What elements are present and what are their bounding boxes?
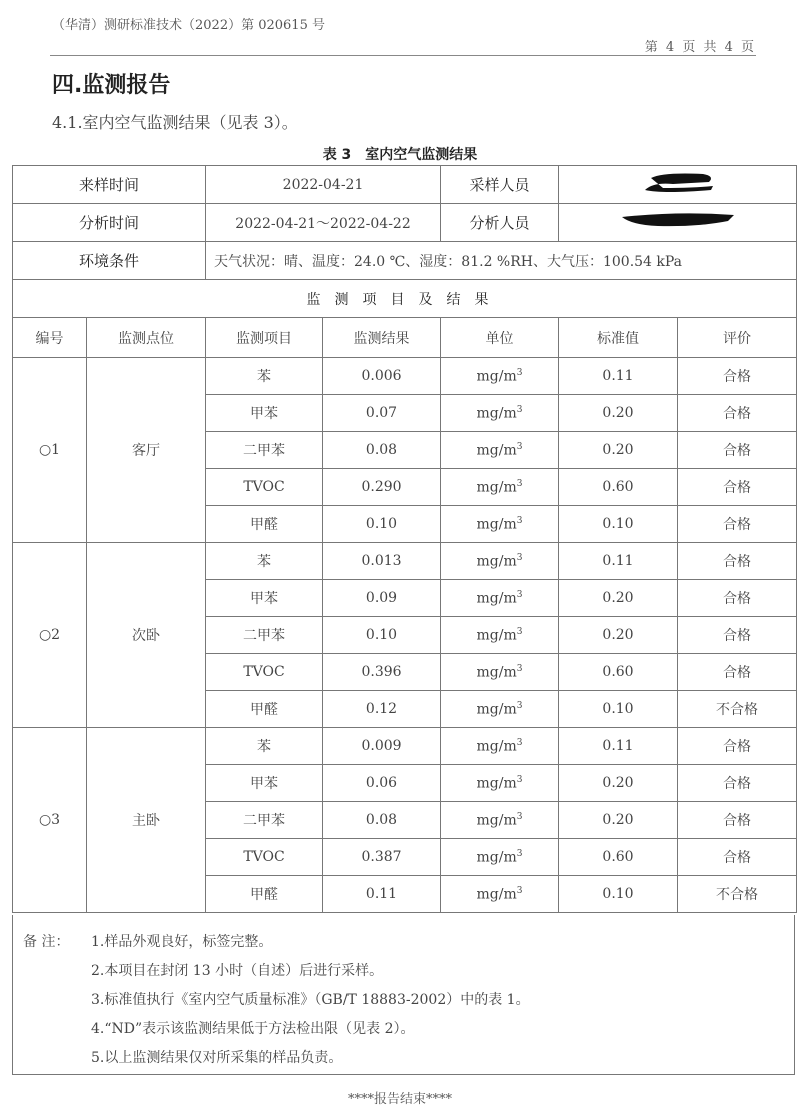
table-row: [13, 728, 797, 765]
unit-superscript: 3: [516, 515, 523, 526]
unit-text: mg/m: [476, 516, 517, 533]
unit-text: mg/m: [476, 405, 517, 422]
item-unit: [441, 728, 559, 765]
item-name: 二甲苯: [206, 802, 323, 839]
item-evaluation: 合格: [678, 358, 797, 395]
item-name: 甲醛: [206, 691, 323, 728]
sample-time: 2022-04-21: [206, 166, 441, 204]
analysis-time: 2022-04-21～2022-04-22: [206, 204, 441, 242]
item-name: 甲醛: [206, 506, 323, 543]
env-label: 环境条件: [13, 242, 206, 280]
unit-text: mg/m: [476, 479, 517, 496]
header-divider: [50, 55, 756, 56]
info-row-analysis: [13, 204, 797, 242]
item-result: 0.08: [323, 802, 441, 839]
item-evaluation: 不合格: [678, 691, 797, 728]
item-name: 二甲苯: [206, 432, 323, 469]
unit-superscript: 3: [516, 441, 523, 452]
item-evaluation: 合格: [678, 802, 797, 839]
unit-superscript: 3: [516, 552, 523, 563]
item-evaluation: 合格: [678, 728, 797, 765]
unit-superscript: 3: [516, 404, 523, 415]
item-unit: [441, 617, 559, 654]
item-result: 0.013: [323, 543, 441, 580]
item-evaluation: 不合格: [678, 876, 797, 913]
item-standard: 0.20: [559, 765, 678, 802]
item-unit: [441, 580, 559, 617]
results-table: [12, 165, 797, 913]
item-unit: [441, 876, 559, 913]
item-standard: 0.11: [559, 358, 678, 395]
point-id: ○2: [13, 543, 87, 728]
unit-superscript: 3: [516, 700, 523, 711]
item-result: 0.08: [323, 432, 441, 469]
item-name: 甲苯: [206, 580, 323, 617]
item-evaluation: 合格: [678, 580, 797, 617]
sampler-signature-redacted: [559, 166, 797, 204]
table-caption: 表 3 室内空气监测结果: [322, 147, 478, 163]
unit-text: mg/m: [476, 590, 517, 607]
env-conditions: 天气状况：晴、温度：24.0 ℃、湿度：81.2 %RH、大气压：100.54 kPa: [206, 242, 797, 280]
item-standard: 0.20: [559, 802, 678, 839]
item-evaluation: 合格: [678, 617, 797, 654]
column-header: 编号: [13, 318, 87, 358]
table-row: [13, 358, 797, 395]
item-result: 0.396: [323, 654, 441, 691]
unit-superscript: 3: [516, 848, 523, 859]
item-unit: [441, 839, 559, 876]
item-evaluation: 合格: [678, 395, 797, 432]
unit-superscript: 3: [516, 737, 523, 748]
item-standard: 0.11: [559, 728, 678, 765]
item-unit: [441, 691, 559, 728]
unit-superscript: 3: [516, 626, 523, 637]
item-unit: [441, 765, 559, 802]
unit-superscript: 3: [516, 811, 523, 822]
note-item: 4.“ND”表示该监测结果低于方法检出限（见表 2）。: [91, 1021, 415, 1037]
item-name: 甲苯: [206, 395, 323, 432]
item-name: 甲苯: [206, 765, 323, 802]
item-evaluation: 合格: [678, 839, 797, 876]
unit-text: mg/m: [476, 775, 517, 792]
item-standard: 0.10: [559, 691, 678, 728]
item-name: 苯: [206, 358, 323, 395]
unit-text: mg/m: [476, 738, 517, 755]
item-unit: [441, 358, 559, 395]
item-unit: [441, 506, 559, 543]
item-result: 0.10: [323, 506, 441, 543]
item-name: 二甲苯: [206, 617, 323, 654]
column-header: 监测结果: [323, 318, 441, 358]
unit-text: mg/m: [476, 812, 517, 829]
item-result: 0.09: [323, 580, 441, 617]
item-evaluation: 合格: [678, 543, 797, 580]
note-item: 2.本项目在封闭 13 小时（自述）后进行采样。: [91, 963, 384, 979]
unit-text: mg/m: [476, 553, 517, 570]
item-name: 苯: [206, 728, 323, 765]
unit-text: mg/m: [476, 368, 517, 385]
item-result: 0.06: [323, 765, 441, 802]
point-id: ○3: [13, 728, 87, 913]
item-standard: 0.10: [559, 876, 678, 913]
notes-label: 备 注：: [23, 934, 70, 950]
column-header: 评价: [678, 318, 797, 358]
note-item: 1.样品外观良好，标签完整。: [91, 934, 273, 950]
item-result: 0.387: [323, 839, 441, 876]
item-name: TVOC: [206, 469, 323, 506]
column-header: 标准值: [559, 318, 678, 358]
item-result: 0.009: [323, 728, 441, 765]
column-header: 单位: [441, 318, 559, 358]
item-unit: [441, 469, 559, 506]
unit-text: mg/m: [476, 664, 517, 681]
info-row-sample: [13, 166, 797, 204]
results-title-row: [13, 280, 797, 318]
table-row: [13, 543, 797, 580]
point-id: ○1: [13, 358, 87, 543]
item-result: 0.006: [323, 358, 441, 395]
point-location: 客厅: [87, 358, 206, 543]
item-unit: [441, 654, 559, 691]
item-result: 0.11: [323, 876, 441, 913]
column-header: 监测项目: [206, 318, 323, 358]
item-standard: 0.11: [559, 543, 678, 580]
notes-box: [12, 915, 795, 1075]
info-row-env: [13, 242, 797, 280]
unit-superscript: 3: [516, 663, 523, 674]
item-evaluation: 合格: [678, 469, 797, 506]
unit-text: mg/m: [476, 442, 517, 459]
report-end: ****报告结束****: [347, 1092, 452, 1107]
item-result: 0.07: [323, 395, 441, 432]
section-title: 四.监测报告: [52, 73, 171, 98]
item-standard: 0.60: [559, 654, 678, 691]
item-standard: 0.60: [559, 839, 678, 876]
page-info: 第 4 页 共 4 页: [644, 40, 756, 55]
unit-superscript: 3: [516, 589, 523, 600]
item-standard: 0.20: [559, 432, 678, 469]
unit-superscript: 3: [516, 774, 523, 785]
note-item: 3.标准值执行《室内空气质量标准》（GB/T 18883-2002）中的表 1。: [91, 992, 530, 1008]
redaction-mark: [633, 170, 723, 196]
document-number: （华清）测研标准技术（2022）第 020615 号: [52, 18, 325, 33]
item-result: 0.10: [323, 617, 441, 654]
item-evaluation: 合格: [678, 765, 797, 802]
sampler-label: 采样人员: [441, 166, 559, 204]
item-name: 甲醛: [206, 876, 323, 913]
sample-time-label: 来样时间: [13, 166, 206, 204]
item-unit: [441, 543, 559, 580]
item-result: 0.12: [323, 691, 441, 728]
note-item: 5.以上监测结果仅对所采集的样品负责。: [91, 1050, 343, 1066]
item-evaluation: 合格: [678, 654, 797, 691]
unit-text: mg/m: [476, 701, 517, 718]
redaction-mark: [618, 211, 738, 231]
item-standard: 0.20: [559, 580, 678, 617]
item-name: TVOC: [206, 654, 323, 691]
unit-text: mg/m: [476, 886, 517, 903]
analyst-label: 分析人员: [441, 204, 559, 242]
item-standard: 0.20: [559, 395, 678, 432]
item-unit: [441, 432, 559, 469]
item-name: TVOC: [206, 839, 323, 876]
unit-superscript: 3: [516, 367, 523, 378]
item-unit: [441, 802, 559, 839]
unit-superscript: 3: [516, 478, 523, 489]
unit-text: mg/m: [476, 849, 517, 866]
analyst-signature-redacted: [559, 204, 797, 242]
column-header: 监测点位: [87, 318, 206, 358]
item-standard: 0.20: [559, 617, 678, 654]
analysis-time-label: 分析时间: [13, 204, 206, 242]
item-name: 苯: [206, 543, 323, 580]
item-standard: 0.10: [559, 506, 678, 543]
item-standard: 0.60: [559, 469, 678, 506]
item-result: 0.290: [323, 469, 441, 506]
item-evaluation: 合格: [678, 432, 797, 469]
item-evaluation: 合格: [678, 506, 797, 543]
point-location: 次卧: [87, 543, 206, 728]
unit-superscript: 3: [516, 885, 523, 896]
point-location: 主卧: [87, 728, 206, 913]
results-title: 监测项目及结果: [13, 280, 797, 318]
item-unit: [441, 395, 559, 432]
subsection-title: 4.1.室内空气监测结果（见表 3）。: [52, 113, 298, 132]
column-header-row: [13, 318, 797, 358]
unit-text: mg/m: [476, 627, 517, 644]
